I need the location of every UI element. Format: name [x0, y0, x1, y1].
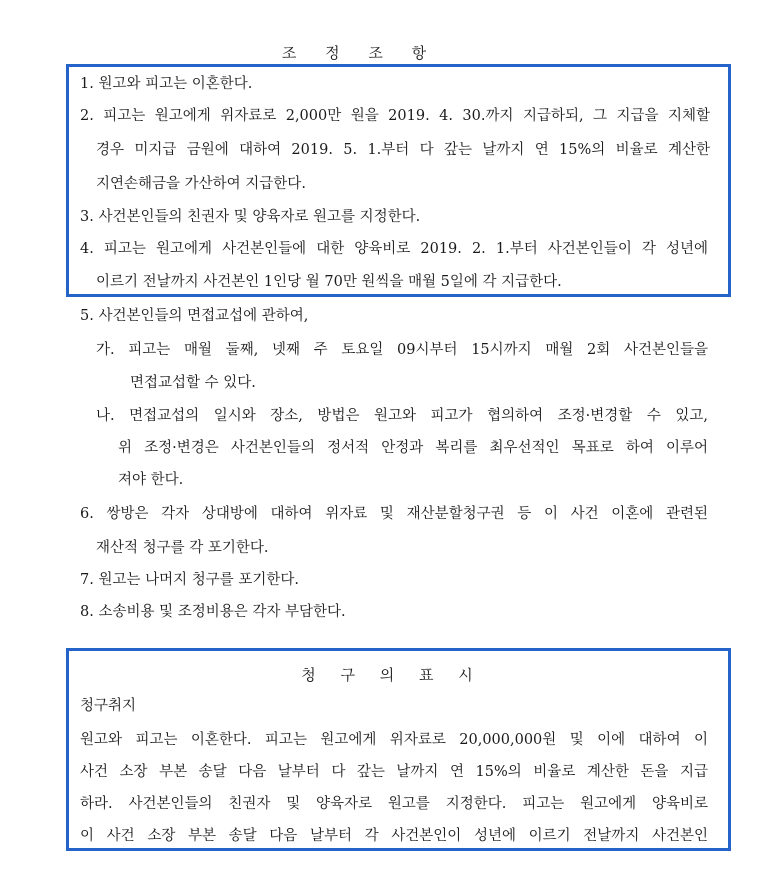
claim-heading: 청구취지 — [80, 698, 137, 714]
clause-5-ga-line-2: 면접교섭할 수 있다. — [130, 375, 256, 391]
clause-4-line-2: 이르기 전날까지 사건본인 1인당 월 70만 원씩을 매월 5일에 각 지급한다. — [96, 274, 562, 290]
clause-1: 1. 원고와 피고는 이혼한다. — [80, 76, 253, 92]
clause-5-na-line-1: 나. 면접교섭의 일시와 장소, 방법은 원고와 피고가 협의하여 조정·변경할 수 있고, — [96, 408, 708, 424]
clause-5: 5. 사건본인들의 면접교섭에 관하여, — [80, 308, 309, 324]
claim-line-2: 사건 소장 부본 송달 다음 날부터 다 갚는 날까지 연 15%의 비율로 계산한 돈을 지급 — [80, 764, 708, 780]
clause-7: 7. 원고는 나머지 청구를 포기한다. — [80, 572, 299, 588]
clause-3: 3. 사건본인들의 친권자 및 양육자로 원고를 지정한다. — [80, 209, 421, 225]
clause-6-line-2: 재산적 청구를 각 포기한다. — [96, 540, 269, 556]
clause-2-line-1: 2. 피고는 원고에게 위자료로 2,000만 원을 2019. 4. 30.까지 지급하되, 그 지급을 지체할 — [80, 108, 710, 124]
claim-line-1: 원고와 피고는 이혼한다. 피고는 원고에게 위자료로 20,000,000원 및 이에 대하여 이 — [80, 732, 708, 748]
claim-line-4: 이 사건 소장 부본 송달 다음 날부터 각 사건본인이 성년에 이르기 전날까지 사건본인 — [80, 828, 708, 844]
clause-2-line-2: 경우 미지급 금원에 대하여 2019. 5. 1.부터 다 갚는 날까지 연 15%의 비율로 계산한 — [96, 142, 710, 158]
clause-2-line-3: 지연손해금을 가산하여 지급한다. — [96, 176, 306, 192]
claim-line-3: 하라. 사건본인들의 친권자 및 양육자로 원고를 지정한다. 피고는 원고에게 양육비로 — [80, 796, 708, 812]
clause-5-na-line-3: 져야 한다. — [118, 472, 184, 488]
clause-4-line-1: 4. 피고는 원고에게 사건본인들에 대한 양육비로 2019. 2. 1.부터 사건본인들이 각 성년에 — [80, 241, 708, 257]
clause-5-na-line-2: 위 조정·변경은 사건본인들의 정서적 안정과 복리를 최우선적인 목표로 하여 이루어 — [118, 440, 708, 456]
section-title-claim: 청 구 의 표 시 — [301, 666, 483, 684]
clause-8: 8. 소송비용 및 조정비용은 각자 부담한다. — [80, 604, 346, 620]
clause-5-ga-line-1: 가. 피고는 매월 둘째, 넷째 주 토요일 09시부터 15시까지 매월 2회 사건본인들을 — [96, 342, 708, 358]
clause-6-line-1: 6. 쌍방은 각자 상대방에 대하여 위자료 및 재산분할청구권 등 이 사건 이혼에 관련된 — [80, 506, 708, 522]
section-title-adjustment: 조 정 조 항 — [281, 44, 439, 62]
